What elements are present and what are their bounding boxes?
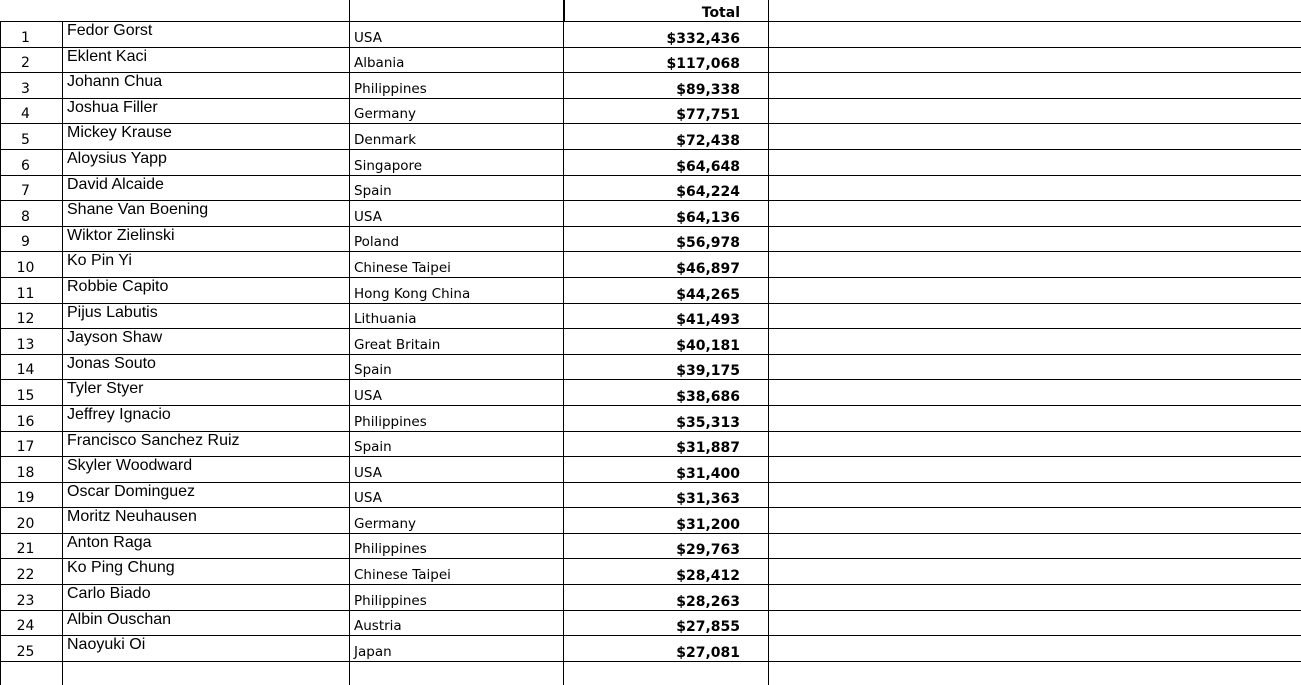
player-name-cell[interactable]: David Alcaide	[63, 175, 350, 201]
rank-cell[interactable]: 9	[1, 226, 63, 252]
empty-cell[interactable]	[1, 661, 63, 685]
empty-cell[interactable]	[769, 226, 1301, 252]
empty-cell[interactable]	[769, 559, 1301, 585]
empty-cell[interactable]	[350, 661, 564, 685]
rank-cell[interactable]: 12	[1, 303, 63, 329]
rank-cell[interactable]: 21	[1, 533, 63, 559]
total-earnings-cell[interactable]: $41,493	[564, 303, 769, 329]
total-earnings-cell[interactable]: $117,068	[564, 47, 769, 73]
table-row	[1, 329, 1301, 355]
rank-cell[interactable]: 5	[1, 124, 63, 150]
empty-cell[interactable]	[769, 98, 1301, 124]
empty-cell[interactable]	[769, 252, 1301, 278]
header-total-cell[interactable]: Total	[564, 0, 769, 22]
player-name-cell[interactable]: Shane Van Boening	[63, 201, 350, 227]
total-earnings-cell[interactable]: $27,081	[564, 636, 769, 662]
country-cell[interactable]: Poland	[350, 226, 564, 252]
empty-cell[interactable]	[769, 661, 1301, 685]
country-cell[interactable]: Hong Kong China	[350, 277, 564, 303]
country-cell[interactable]: Spain	[350, 175, 564, 201]
rank-cell[interactable]: 19	[1, 482, 63, 508]
country-cell[interactable]: Philippines	[350, 405, 564, 431]
table-row	[1, 585, 1301, 611]
table-row	[1, 22, 1301, 48]
empty-cell[interactable]	[769, 277, 1301, 303]
rank-cell[interactable]: 2	[1, 47, 63, 73]
empty-cell[interactable]	[769, 380, 1301, 406]
total-earnings-cell[interactable]: $39,175	[564, 354, 769, 380]
table-row	[1, 610, 1301, 636]
empty-cell[interactable]	[769, 636, 1301, 662]
rank-cell[interactable]: 11	[1, 277, 63, 303]
rank-cell[interactable]: 15	[1, 380, 63, 406]
country-cell[interactable]: USA	[350, 22, 564, 48]
rank-cell[interactable]: 20	[1, 508, 63, 534]
total-earnings-cell[interactable]: $46,897	[564, 252, 769, 278]
table-row	[1, 380, 1301, 406]
rank-cell[interactable]: 18	[1, 457, 63, 483]
header-country-cell[interactable]	[350, 0, 564, 22]
table-row	[1, 559, 1301, 585]
rank-cell[interactable]: 1	[1, 22, 63, 48]
total-earnings-cell[interactable]: $56,978	[564, 226, 769, 252]
empty-cell[interactable]	[769, 354, 1301, 380]
country-cell[interactable]: Albania	[350, 47, 564, 73]
table-row	[1, 124, 1301, 150]
table-row	[1, 252, 1301, 278]
empty-cell[interactable]	[769, 175, 1301, 201]
table-row	[1, 405, 1301, 431]
empty-cell[interactable]	[63, 661, 350, 685]
player-name-cell[interactable]: Moritz Neuhausen	[63, 508, 350, 534]
rank-cell[interactable]: 10	[1, 252, 63, 278]
total-earnings-cell[interactable]: $35,313	[564, 405, 769, 431]
player-name-cell[interactable]: Anton Raga	[63, 533, 350, 559]
rank-cell[interactable]: 22	[1, 559, 63, 585]
empty-cell[interactable]	[769, 201, 1301, 227]
table-row-partial	[1, 661, 1301, 685]
country-cell[interactable]: Japan	[350, 636, 564, 662]
empty-cell[interactable]	[769, 22, 1301, 48]
player-name-cell[interactable]: Jonas Souto	[63, 354, 350, 380]
country-cell[interactable]: Denmark	[350, 124, 564, 150]
total-earnings-cell[interactable]: $27,855	[564, 610, 769, 636]
empty-cell[interactable]	[769, 124, 1301, 150]
player-name-cell[interactable]: Oscar Dominguez	[63, 482, 350, 508]
empty-cell[interactable]	[564, 661, 769, 685]
player-name-cell[interactable]: Tyler Styer	[63, 380, 350, 406]
table-row	[1, 47, 1301, 73]
total-earnings-cell[interactable]: $38,686	[564, 380, 769, 406]
total-earnings-cell[interactable]: $28,263	[564, 585, 769, 611]
empty-cell[interactable]	[769, 610, 1301, 636]
player-name-cell[interactable]: Fedor Gorst	[63, 22, 350, 48]
player-name-cell[interactable]: Joshua Filler	[63, 98, 350, 124]
rank-cell[interactable]: 13	[1, 329, 63, 355]
empty-cell[interactable]	[769, 303, 1301, 329]
empty-cell[interactable]	[769, 405, 1301, 431]
country-cell[interactable]: Lithuania	[350, 303, 564, 329]
country-cell[interactable]: Spain	[350, 431, 564, 457]
country-cell[interactable]: Philippines	[350, 73, 564, 99]
total-earnings-cell[interactable]: $64,224	[564, 175, 769, 201]
rank-cell[interactable]: 4	[1, 98, 63, 124]
rank-cell[interactable]: 8	[1, 201, 63, 227]
player-name-cell[interactable]: Naoyuki Oi	[63, 636, 350, 662]
rank-cell[interactable]: 17	[1, 431, 63, 457]
player-name-cell[interactable]: Johann Chua	[63, 73, 350, 99]
country-cell[interactable]: Chinese Taipei	[350, 252, 564, 278]
table-row	[1, 149, 1301, 175]
player-name-cell[interactable]: Mickey Krause	[63, 124, 350, 150]
player-name-cell[interactable]: Pijus Labutis	[63, 303, 350, 329]
player-name-cell[interactable]: Eklent Kaci	[63, 47, 350, 73]
player-name-cell[interactable]: Wiktor Zielinski	[63, 226, 350, 252]
empty-cell[interactable]	[769, 329, 1301, 355]
player-name-cell[interactable]: Ko Pin Yi	[63, 252, 350, 278]
total-earnings-cell[interactable]: $44,265	[564, 277, 769, 303]
table-row	[1, 277, 1301, 303]
player-name-cell[interactable]: Jeffrey Ignacio	[63, 405, 350, 431]
table-row	[1, 73, 1301, 99]
country-cell[interactable]: Philippines	[350, 533, 564, 559]
table-row	[1, 226, 1301, 252]
total-earnings-cell[interactable]: $77,751	[564, 98, 769, 124]
player-name-cell[interactable]: Albin Ouschan	[63, 610, 350, 636]
table-row	[1, 636, 1301, 662]
country-cell[interactable]: Germany	[350, 508, 564, 534]
player-name-cell[interactable]: Francisco Sanchez Ruiz	[63, 431, 350, 457]
country-cell[interactable]: Spain	[350, 354, 564, 380]
empty-cell[interactable]	[769, 47, 1301, 73]
player-name-cell[interactable]: Carlo Biado	[63, 585, 350, 611]
total-earnings-cell[interactable]: $31,400	[564, 457, 769, 483]
table-row	[1, 201, 1301, 227]
total-earnings-cell[interactable]: $31,363	[564, 482, 769, 508]
header-rank-cell[interactable]	[1, 0, 63, 22]
country-cell[interactable]: USA	[350, 482, 564, 508]
empty-cell[interactable]	[769, 73, 1301, 99]
table-row	[1, 303, 1301, 329]
table-row	[1, 354, 1301, 380]
rank-cell[interactable]: 24	[1, 610, 63, 636]
player-name-cell[interactable]: Skyler Woodward	[63, 457, 350, 483]
empty-cell[interactable]	[769, 533, 1301, 559]
total-earnings-cell[interactable]: $72,438	[564, 124, 769, 150]
country-cell[interactable]: Singapore	[350, 149, 564, 175]
table-row	[1, 175, 1301, 201]
table-row	[1, 457, 1301, 483]
rank-cell[interactable]: 7	[1, 175, 63, 201]
header-extra-cell[interactable]	[769, 0, 1301, 22]
empty-cell[interactable]	[769, 585, 1301, 611]
total-earnings-cell[interactable]: $89,338	[564, 73, 769, 99]
header-name-cell[interactable]	[63, 0, 350, 22]
total-earnings-cell[interactable]: $31,887	[564, 431, 769, 457]
total-earnings-cell[interactable]: $40,181	[564, 329, 769, 355]
rank-cell[interactable]: 16	[1, 405, 63, 431]
empty-cell[interactable]	[769, 149, 1301, 175]
header-row	[1, 0, 1301, 22]
total-earnings-cell[interactable]: $31,200	[564, 508, 769, 534]
table-row	[1, 98, 1301, 124]
country-cell[interactable]: Austria	[350, 610, 564, 636]
rank-cell[interactable]: 6	[1, 149, 63, 175]
country-cell[interactable]: USA	[350, 201, 564, 227]
player-name-cell[interactable]: Ko Ping Chung	[63, 559, 350, 585]
total-earnings-cell[interactable]: $28,412	[564, 559, 769, 585]
total-earnings-cell[interactable]: $332,436	[564, 22, 769, 48]
player-name-cell[interactable]: Robbie Capito	[63, 277, 350, 303]
country-cell[interactable]: Germany	[350, 98, 564, 124]
country-cell[interactable]: USA	[350, 380, 564, 406]
country-cell[interactable]: Philippines	[350, 585, 564, 611]
empty-cell[interactable]	[769, 482, 1301, 508]
table-row	[1, 533, 1301, 559]
empty-cell[interactable]	[769, 457, 1301, 483]
player-name-cell[interactable]: Jayson Shaw	[63, 329, 350, 355]
empty-cell[interactable]	[769, 508, 1301, 534]
country-cell[interactable]: USA	[350, 457, 564, 483]
total-earnings-cell[interactable]: $64,136	[564, 201, 769, 227]
total-earnings-cell[interactable]: $64,648	[564, 149, 769, 175]
total-earnings-cell[interactable]: $29,763	[564, 533, 769, 559]
table-row	[1, 482, 1301, 508]
country-cell[interactable]: Great Britain	[350, 329, 564, 355]
table-row	[1, 508, 1301, 534]
player-name-cell[interactable]: Aloysius Yapp	[63, 149, 350, 175]
rank-cell[interactable]: 23	[1, 585, 63, 611]
rank-cell[interactable]: 25	[1, 636, 63, 662]
rank-cell[interactable]: 3	[1, 73, 63, 99]
rank-cell[interactable]: 14	[1, 354, 63, 380]
country-cell[interactable]: Chinese Taipei	[350, 559, 564, 585]
table-row	[1, 431, 1301, 457]
empty-cell[interactable]	[769, 431, 1301, 457]
